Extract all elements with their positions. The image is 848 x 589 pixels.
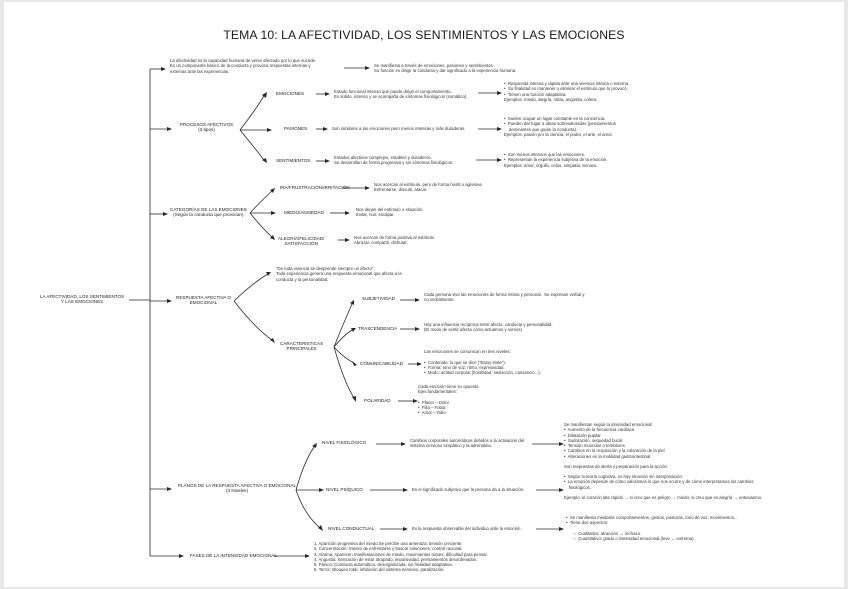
emociones-detail: • Respuesta intensa y rápida ante una vivencia interna o externa. • Su finalidad es mantener o eliminar el estímulo que lo provocó. • Tienen una función adaptativa. Ejemplos: miedo, alegría, rabia, angustia, cólera. — [504, 81, 630, 102]
categoria-alegria-desc: Nos acercan de forma positiva al estímulo. Abrazar, compartir, disfrutar. — [354, 235, 436, 246]
polaridad-desc: Cada emoción tiene su opuesto. Ejes fundamentales: • Placer – Dolor • Filia – Fobia • Amor – Odio — [418, 384, 480, 416]
categoria-ira: IRA/FRUSTRACIÓN/IRRITACIÓN — [280, 185, 350, 190]
nivel-fisiologico-detail: Se manifiestan según la intensidad emocional: • Aumento de la frecuencia cardíaca • Dilatación pupilar • Sudoración, sequedad bucal • Tensión muscular o temblores • Cambios en la respiración y la coloración de la piel • Alteraciones en la motilidad gastrointestinal Son respuestas de alerta y preparación para la acción. — [564, 422, 669, 470]
fases-node: FASES DE LA INTENSIDAD EMOCIONAL — [190, 553, 278, 558]
nivel-conductual-node: NIVEL CONDUCTUAL — [328, 526, 375, 531]
planos-node: PLANOS DE LA RESPUESTA AFECTIVA O EMOCIONAL (3 Niveles) — [178, 483, 297, 494]
polaridad-node: POLARIDAD — [364, 398, 391, 403]
categorias-node: CATEGORÍAS DE LAS EMOCIONES (Según la conducta que provocan) — [170, 207, 247, 218]
nivel-psiquico-node: NIVEL PSÍQUICO — [326, 487, 363, 492]
mind-map-sheet — [4, 2, 844, 587]
subjetividad-node: SUBJETIVIDAD — [362, 296, 395, 301]
nivel-psiquico-desc: Es el significado subjetivo que la persona da a la situación. — [412, 487, 525, 492]
comunicabilidad-desc: Las emociones se comunican en tres niveles: • Contenido: lo que se dice ("Estoy triste"). • Forma: tono de voz, ritmo, expresividad. • Modo: actitud corporal (hostilidad, seducción, cansancio...). — [424, 349, 541, 376]
pasiones-node: PASIONES — [284, 126, 308, 131]
trascendencia-desc: Hay una influencia recíproca entre afecto, conducta y personalidad. (El modo de sentir afecta cómo actuamos y somos) — [424, 322, 553, 333]
categoria-miedo: MIEDO/ANSIEDAD — [284, 210, 324, 215]
categoria-miedo-desc: Nos alejan del estímulo o situación. Evitar, huir, escapar. — [356, 207, 424, 218]
sentimientos-detail: • Son menos intensos que las emociones. • Representan la experiencia subjetiva de la emoción. Ejemplos: amor, orgullo, celos, simpatía, ternura. — [504, 152, 608, 168]
pasiones-detail: • Suelen ocupar un lugar constante en la conciencia. • Pueden dar lugar a ideas sobrevaloradas (pensamientos dominantes que guían la conducta). Ejemplos: pasión por la ciencia, el poder, el arte, el amor. — [504, 116, 616, 137]
procesos-node: PROCESOS AFECTIVOS (3 tipos) — [180, 122, 234, 133]
respuesta-quote: "De toda vivencia se desprende siempre un afecto" Toda experiencia genera una respuesta emocional que afecta a la conducta y la personalidad. — [276, 266, 402, 282]
sentimientos-desc: Estados afectivos complejos, estables y duraderos. Se desarrollan de forma progresiva y sin síntomas fisiológicos. — [334, 155, 454, 166]
categoria-ira-desc: Nos acercan al estímulo, pero de forma hostil o agresiva. Enfrentarse, discutir, atacar. — [374, 182, 483, 193]
root-node: LA AFECTIVIDAD, LOS SENTIMIENTOS Y LAS EMOCIONES — [40, 294, 125, 305]
pasiones-desc: Son similares a las emociones pero menos intensas y más duraderas. — [332, 126, 466, 131]
nivel-conductual-desc: Es la respuesta observable del individuo ante la emoción. — [412, 526, 522, 531]
categoria-alegria: ALEGRÍA/FELICIDAD/ SATISFACCIÓN — [278, 236, 325, 247]
comunicabilidad-node: COMUNICABILIDAD — [360, 361, 403, 366]
fases-list: 1. Aparición progresiva del miedo:Se percibe una amenaza; tensión creciente. 2. Concentración: Intento de enfrentarse y buscar soluciones; control racional. 3. Alarma: Aparecen manifestaciones de miedo, movimientos torpes, dificultad para pensar. 4. Angustia: Sensación de estar atrapado, impulsividad, pensamientos desordenados. 5. Pánico: Conducta automática, desorganizada, sin finalidad adaptativa. 6. Terror: Bloqueo total, inhibición del sistema nervioso, paralización. — [314, 541, 488, 573]
intro-text: La afectividad es la capacidad humana de verse afectado por lo que sucede. Es un componente básico de la conducta y provoca respuestas internas y externas ante las experiencias. — [170, 58, 317, 74]
emociones-desc: Estado funcional intenso que puede dirigir el comportamiento. Es súbito, intenso y se acompaña de síntomas fisiológicos (somático). — [334, 89, 468, 100]
nivel-conductual-detail: • Se manifiesta mediante comportamientos, gestos, posturas, tono de voz, movimientos... • Tiene dos aspectos: ○ Cualitativo: atracción ↔ rechazo. ○ Cuantitativo: grado o intensidad emocional (leve ↔ extrema). — [566, 515, 738, 542]
subjetividad-desc: Cada persona vive las emociones de forma íntima y personal. Se expresan verbal y no verbalmente. — [424, 292, 585, 303]
sentimientos-node: SENTIMIENTOS — [276, 158, 311, 163]
nivel-fisiologico-desc: Cambios corporales automáticos debidos a la activación del sistema nervioso simpático y la adrenalina. — [410, 438, 525, 449]
intro-result: Se manifiesta a través de emociones, pasiones y sentimientos. Su función es dirigir la conducta y dar significado a la experiencia humana. — [374, 63, 517, 74]
trascendencia-node: TRASCENDENCIA — [358, 326, 398, 331]
page-title: TEMA 10: LA AFECTIVIDAD, LOS SENTIMIENTOS Y LAS EMOCIONES — [223, 28, 625, 42]
nivel-psiquico-detail: • Según la teoría cognitiva, no hay emoción sin interpretación. • La emoción depende de cómo valoramos lo que nos ocurre y de cómo interpretamos los cambios fisiológicos. Ejemplo: el corazón late rápido → si creo que es peligro → miedo; si creo que es alegría → entusiasmo. — [564, 474, 763, 501]
nivel-fisiologico-node: NIVEL FISIOLÓGICO — [322, 440, 367, 445]
respuesta-node: RESPUESTA AFECTIVA O EMOCIONAL — [176, 295, 231, 306]
caracteristicas-node: CARACTERÍSTICAS PRINCIPALES — [280, 341, 324, 352]
emociones-node: EMOCIONES — [276, 91, 305, 96]
